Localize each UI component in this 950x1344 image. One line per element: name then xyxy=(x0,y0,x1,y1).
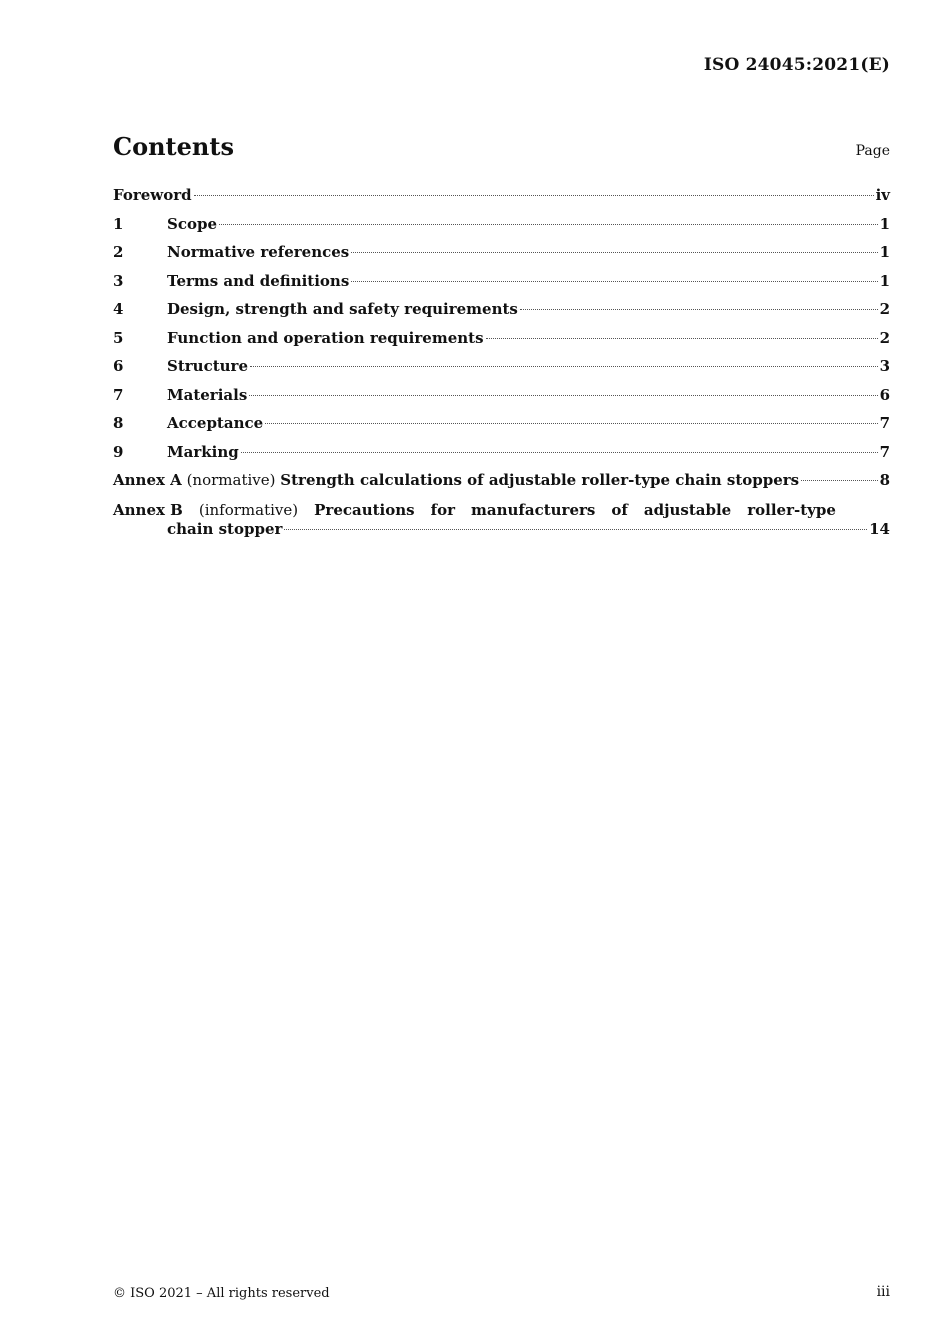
annex-type: (informative) xyxy=(198,500,299,519)
toc-entry-number: 2 xyxy=(113,243,124,261)
toc-entry-clause-4[interactable] xyxy=(113,300,890,329)
annex-label: Annex A xyxy=(113,471,182,489)
toc-entry-clause-5[interactable] xyxy=(113,329,890,358)
toc-entry-page: iv xyxy=(875,186,890,204)
table-of-contents xyxy=(113,186,890,538)
toc-leader-dots xyxy=(486,338,878,339)
toc-entry-page: 14 xyxy=(869,519,890,538)
toc-entry-title: Design, strength and safety requirements xyxy=(167,300,518,318)
toc-entry-annex-b[interactable] xyxy=(113,501,890,538)
toc-entry-clause-2[interactable] xyxy=(113,243,890,272)
toc-leader-dots xyxy=(241,452,878,453)
toc-entry-clause-3[interactable] xyxy=(113,272,890,301)
toc-entry-number: 7 xyxy=(113,385,124,404)
toc-entry-title: Materials xyxy=(167,385,248,404)
toc-entry-title: Structure xyxy=(167,357,248,375)
toc-entry-number: 1 xyxy=(113,214,124,233)
copyright-notice: © ISO 2021 – All rights reserved xyxy=(113,1286,330,1301)
contents-heading: Contents xyxy=(113,132,234,161)
toc-leader-dots xyxy=(194,195,874,196)
toc-entry-title: Strength calculations of adjustable roller-type chain stoppers xyxy=(280,471,800,489)
toc-entry-page: 2 xyxy=(879,328,890,347)
toc-entry-page: 6 xyxy=(879,385,890,404)
toc-entry-page: 8 xyxy=(879,471,890,489)
toc-leader-dots xyxy=(351,281,877,282)
toc-entry-page: 3 xyxy=(879,357,890,375)
toc-entry-title: Terms and definitions xyxy=(167,271,350,290)
annex-b-word: Annex B xyxy=(113,500,183,519)
toc-leader-dots xyxy=(351,252,877,253)
toc-entry-clause-7[interactable] xyxy=(113,386,890,415)
toc-entry-title: Normative references xyxy=(167,243,350,261)
toc-entry-clause-6[interactable] xyxy=(113,357,890,386)
toc-entry-clause-1[interactable] xyxy=(113,215,890,244)
annex-b-first-line xyxy=(113,501,836,519)
toc-leader-dots xyxy=(265,423,877,424)
annex-b-word: manufacturers xyxy=(471,500,596,519)
toc-entry-title: chain stopper xyxy=(167,519,283,538)
toc-entry-page: 2 xyxy=(879,300,890,318)
toc-entry-page: 1 xyxy=(879,271,890,290)
toc-entry-page: 7 xyxy=(879,414,890,432)
toc-entry-title: Marking xyxy=(167,442,239,461)
toc-entry-title: Acceptance xyxy=(167,414,264,432)
annex-b-second-line xyxy=(113,520,890,538)
page-column-label: Page xyxy=(855,143,890,159)
document-id: ISO 24045:2021(E) xyxy=(703,55,890,75)
toc-leader-dots xyxy=(801,480,877,481)
toc-leader-dots xyxy=(520,309,878,310)
page-number: iii xyxy=(876,1284,890,1300)
toc-entry-number: 5 xyxy=(113,328,124,347)
toc-entry-title: Foreword xyxy=(113,186,192,204)
toc-entry-clause-8[interactable] xyxy=(113,414,890,443)
toc-entry-number: 4 xyxy=(113,300,124,318)
toc-entry-number: 8 xyxy=(113,414,124,432)
toc-leader-dots xyxy=(284,529,867,530)
annex-b-word: for xyxy=(430,500,455,519)
toc-leader-dots xyxy=(219,224,878,225)
toc-entry-page: 7 xyxy=(879,442,890,461)
toc-entry-clause-9[interactable] xyxy=(113,443,890,472)
toc-leader-dots xyxy=(249,395,877,396)
annex-b-word: of xyxy=(611,500,628,519)
toc-entry-title: Scope xyxy=(167,214,218,233)
toc-entry-annex-a[interactable] xyxy=(113,471,890,500)
toc-entry-number: 9 xyxy=(113,442,124,461)
toc-leader-dots xyxy=(250,366,878,367)
annex-b-word: Precautions xyxy=(314,500,415,519)
toc-entry-number: 6 xyxy=(113,357,124,375)
toc-entry-page: 1 xyxy=(879,243,890,261)
annex-type: (normative) xyxy=(186,471,276,489)
toc-entry-foreword[interactable] xyxy=(113,186,890,215)
toc-entry-number: 3 xyxy=(113,271,124,290)
annex-b-word: roller-type xyxy=(747,500,836,519)
toc-entry-title: Function and operation requirements xyxy=(167,328,484,347)
toc-entry-page: 1 xyxy=(879,214,890,233)
annex-b-word: adjustable xyxy=(643,500,732,519)
